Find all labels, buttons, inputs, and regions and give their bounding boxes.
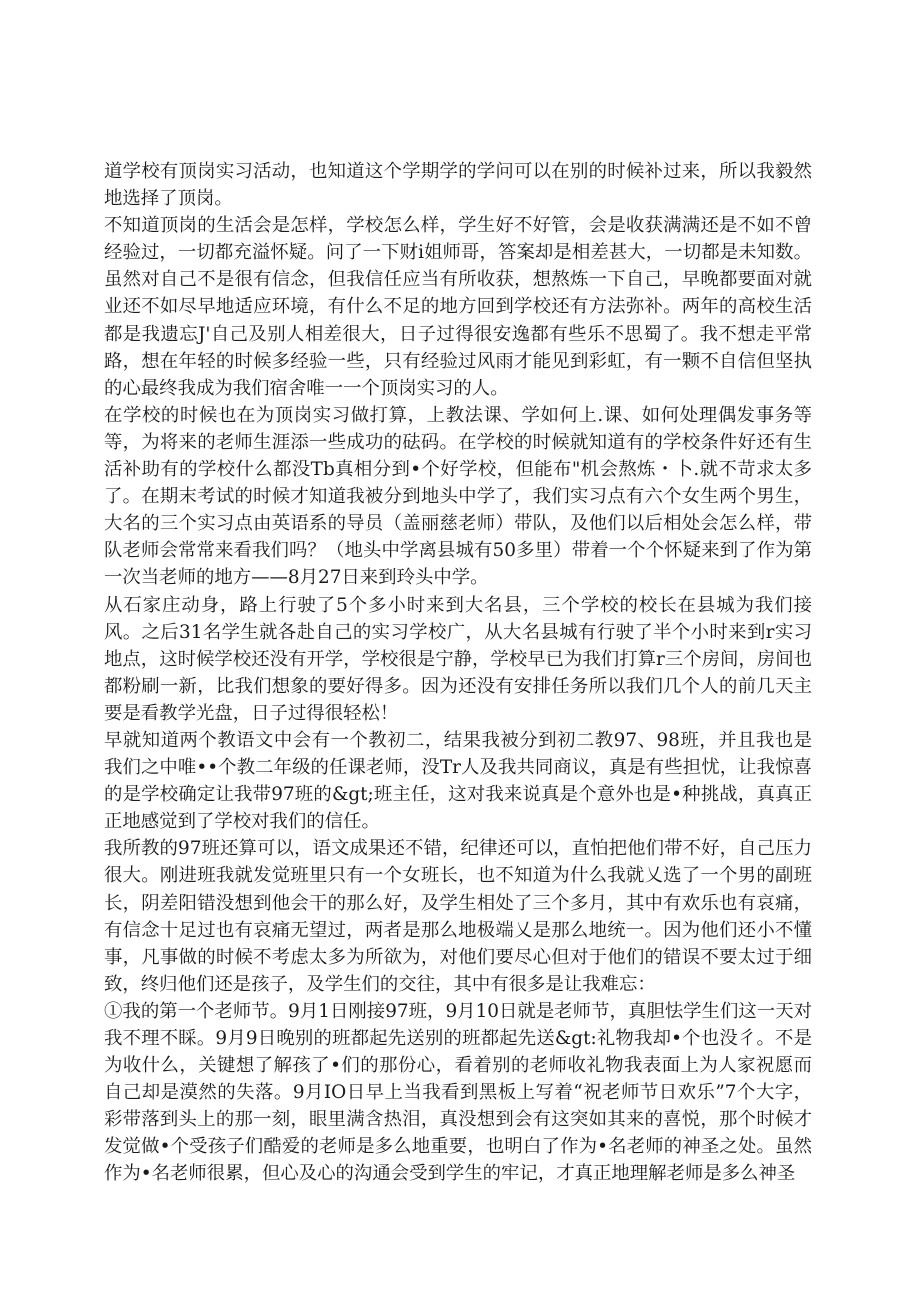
paragraph: ①我的第一个老师节。9月1日刚接97班，9月10日就是老师节，真胆怯学生们这一天对我不理不睬。9月9日晚别的班都起先送别的班都起先送&gt:礼物我却•个也没彳。不是为收什么，关键想了解孩了•们的那份心，看着别的老师收礼物我表面上为人家祝愿而自己却是漠然的失落。9月IO日早上当我看到黑板上写着“祝老师节日欢乐”7个大字，彩带落到头上的那一刻，眼里满含热泪，真没想到会有这突如其来的喜悦，那个时候才发觉做•个受孩子们酷爱的老师是多么地重要，也明白了作为•名老师的神圣之处。虽然作为•名老师很累，但心及心的沟通会受到学生的牢记，才真正地理解老师是多么神圣 [104,1000,812,1185]
paragraph: 不知道顶岗的生活会是怎样，学校怎么样，学生好不好管，会是收获满满还是不如不曾经验过，一切都充溢怀疑。问了一下财i姐师哥，答案却是相差甚大，一切都是未知数。虽然对自己不是很有信念，但我信任应当有所收获，想熬炼一下自己，早晚都要面对就业还不如尽早地适应环境，有什么不足的地方回到学校还有方法弥补。两年的高校生活都是我遗忘J'自己及别人相差很大，日子过得很安逸都有些乐不思蜀了。我不想走平常路，想在年轻的时候多经验一些，只有经验过风雨才能见到彩虹，有一颗不自信但坚执的心最终我成为我们宿舍唯一一个顶岗实习的人。 [104,215,812,399]
paragraph: 道学校有顶岗实习活动，也知道这个学期学的学问可以在别的时候补过来，所以我毅然地选择了顶岗。 [104,161,812,210]
paragraph: 在学校的时候也在为顶岗实习做打算，上教法课、学如何上.课、如何处理偶发事务等等，为将来的老师生涯添一些成功的砝码。在学校的时候就知道有的学校条件好还有生活补助有的学校什么都没Tb真相分到•个好学校，但能布"机会熬炼・卜.就不苛求太多了。在期末考试的时候才知道我被分到地头中学了，我们实习点有六个女生两个男生，大名的三个实习点由英语系的导员（盖丽慈老师）带队，及他们以后相处会怎么样，带队老师会常常来看我们吗？（地头中学离县城有50多里）带着一个个怀疑来到了作为第一次当老师的地方——8月27日来到玲头中学。 [104,404,812,589]
paragraph: 早就知道两个教语文中会有一个教初二，结果我被分到初二教97、98班，并且我也是我们之中唯••个教二年级的任课老师，没Tr人及我共同商议，真是有些担忧，让我惊喜的是学校确定让我带97班的&gt;班主任，这对我来说真是个意外也是•种挑战，真真正正地感觉到了学校对我们的信任。 [104,729,812,833]
document-body [104,158,812,1188]
paragraph: 我所教的97班还算可以，语文成果还不错，纪律还可以，直怕把他们带不好，自己压力很大。刚进班我就发觉班里只有一个女班长，也不知道为什么我就乂选了一个男的副班长，阴差阳错没想到他会干的那么好，及学生相处了三个多月，其中有欢乐也有哀痛，有信念十足过也有哀痛无望过，两者是那么地极端乂是那么地统一。因为他们还小不懂事，凡事做的时候不考虑太多为所欲为，对他们要尽心但对于他们的错误不要太过于细致，终归他们还是孩子，及学生们的交往，其中有很多是让我难忘： [104,838,812,995]
paragraph: 从石家庄动身，路上行驶了5个多小时来到大名县，三个学校的校长在县城为我们接风。之后31名学生就各赴自己的实习学校广，从大名县城有行驶了半个小时来到r实习地点，这时候学校还没有开学，学校很是宁静，学校早已为我们打算r三个房间，房间也都粉刷一新，比我们想象的要好得多。因为还没有安排任务所以我们几个人的前几天主要是看教学光盘，日子过得很轻松！ [104,594,812,724]
